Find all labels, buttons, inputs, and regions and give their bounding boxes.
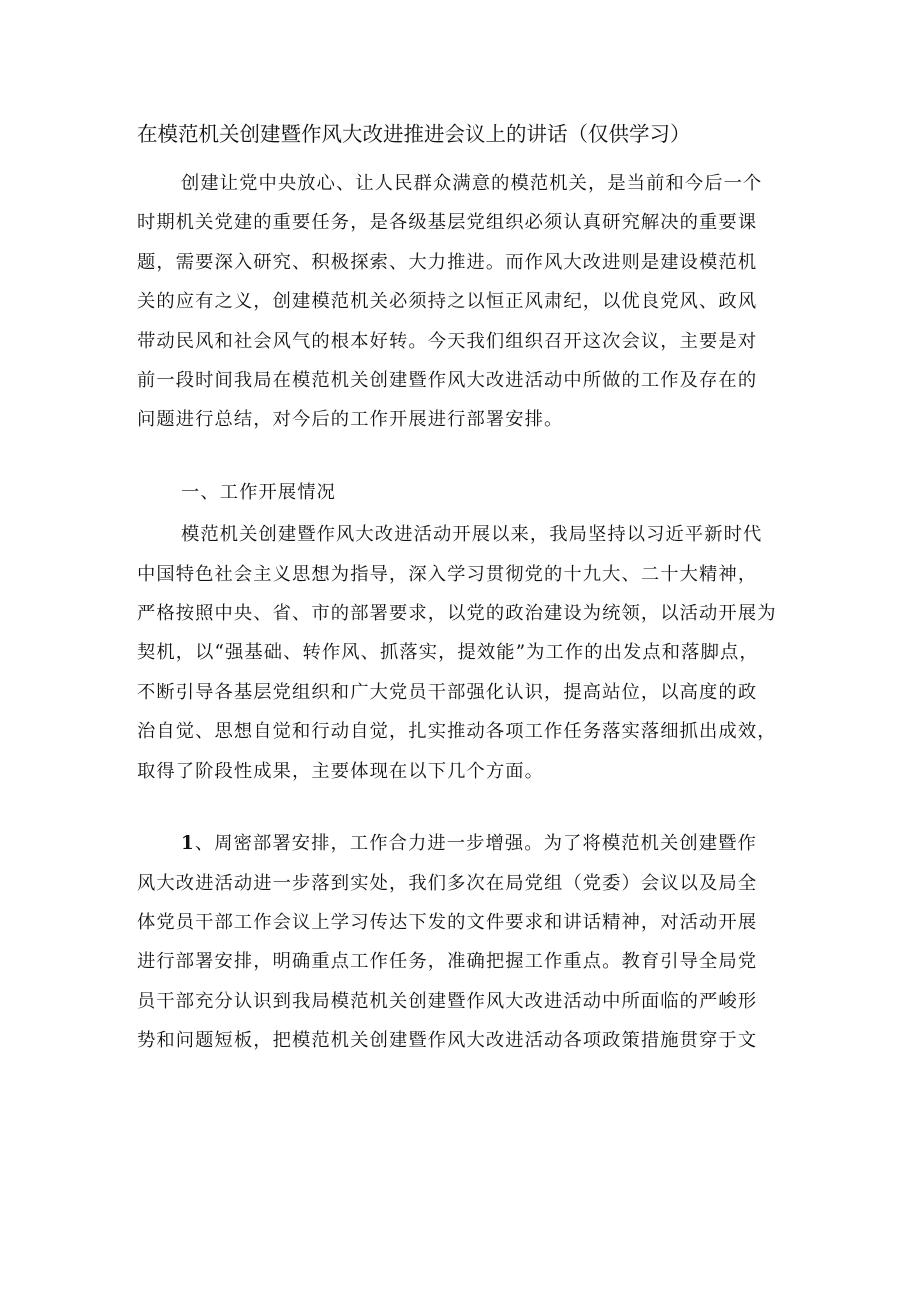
text-segment: 、周密部署安排，工作合力进一步增强。为了将模范机关创建暨作 bbox=[194, 833, 757, 855]
paragraph-progress bbox=[137, 515, 792, 791]
section-heading: 一、工作开展情况 bbox=[181, 481, 337, 503]
text-line: 进行部署安排，明确重点工作任务，准确把握工作重点。教育引导全局党 bbox=[137, 951, 758, 973]
text-line bbox=[137, 824, 792, 863]
spacer bbox=[137, 440, 792, 473]
text-line: 取得了阶段性成果，主要体现在以下几个方面。 bbox=[137, 760, 545, 782]
text-line: 模范机关创建暨作风大改进活动开展以来，我局坚持以习近平新时代 bbox=[181, 524, 763, 546]
text-line: 治自觉、思想自觉和行动自觉，扎实推动各项工作任务落实落细抓出成效， bbox=[137, 721, 777, 743]
text-line: 关的应有之义，创建模范机关必须持之以恒正风肃纪，以优良党风、政风 bbox=[137, 291, 758, 313]
document-body bbox=[137, 164, 792, 1061]
text-line: 创建让党中央放心、让人民群众满意的模范机关，是当前和今后一个 bbox=[181, 173, 763, 194]
item-number: 1 bbox=[181, 833, 195, 855]
paragraph-intro bbox=[137, 164, 792, 440]
text-line: 严格按照中央、省、市的部署要求，以党的政治建设为统领，以活动开展为 bbox=[137, 603, 777, 625]
text-line: 问题进行总结，对今后的工作开展进行部署安排。 bbox=[137, 409, 564, 431]
paragraph-item-1 bbox=[137, 824, 792, 1060]
text-line: 前一段时间我局在模范机关创建暨作风大改进活动中所做的工作及存在的 bbox=[137, 370, 758, 392]
text-line: 员干部充分认识到我局模范机关创建暨作风大改进活动中所面临的严峻形 bbox=[137, 990, 758, 1012]
text-line: 中国特色社会主义思想为指导，深入学习贯彻党的十九大、二十大精神， bbox=[137, 563, 758, 585]
text-line: 时期机关党建的重要任务，是各级基层党组织必须认真研究解决的重要课 bbox=[137, 212, 758, 234]
text-line: 带动民风和社会风气的根本好转。今天我们组织召开这次会议，主要是对 bbox=[137, 330, 758, 352]
document-title: 在模范机关创建暨作风大改进推进会议上的讲话（仅供学习） bbox=[137, 122, 691, 146]
text-line: 题，需要深入研究、积极探索、大力推进。而作风大改进则是建设模范机 bbox=[137, 251, 758, 273]
text-line: 体党员干部工作会议上学习传达下发的文件要求和讲话精神，对活动开展 bbox=[137, 911, 758, 933]
spacer bbox=[137, 791, 792, 824]
text-line: 契机，以“强基础、转作风、抓落实，提效能”为工作的出发点和落脚点， bbox=[137, 642, 759, 664]
text-line: 不断引导各基层党组织和广大党员干部强化认识，提高站位，以高度的政 bbox=[137, 681, 758, 703]
text-line: 风大改进活动进一步落到实处，我们多次在局党组（党委）会议以及局全 bbox=[137, 872, 758, 894]
text-line: 势和问题短板，把模范机关创建暨作风大改进活动各项政策措施贯穿于文 bbox=[137, 1030, 758, 1052]
